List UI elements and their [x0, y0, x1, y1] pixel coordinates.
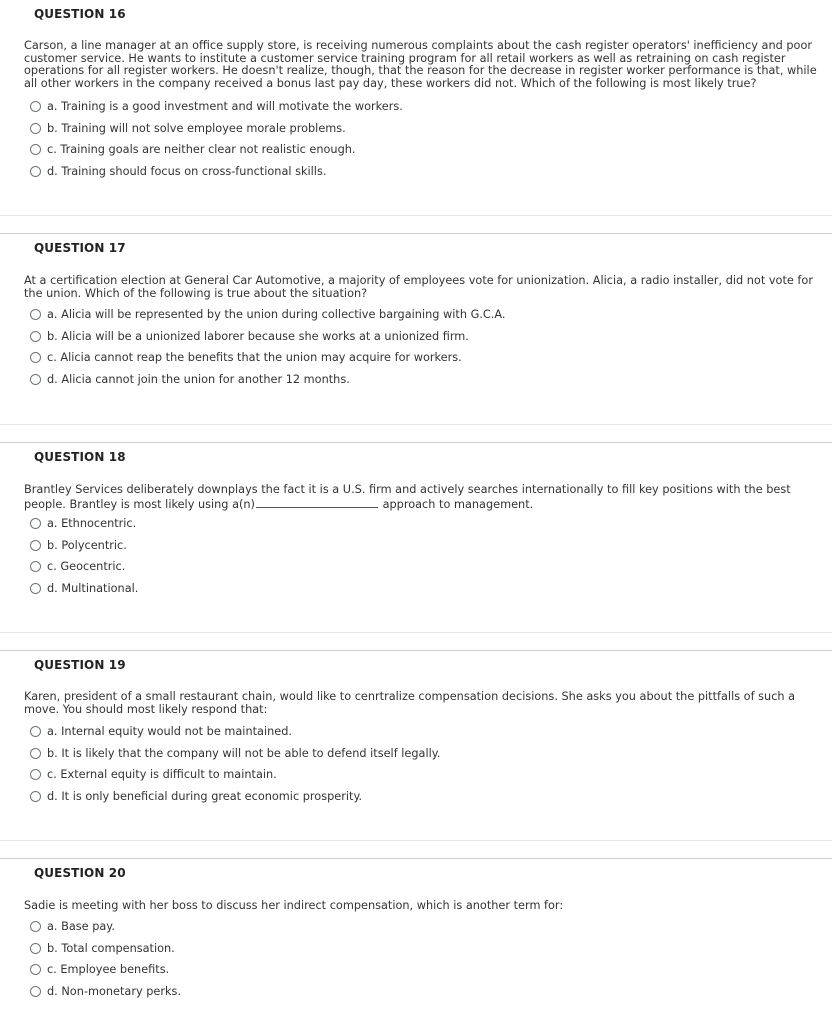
- answer-option-a[interactable]: [30, 723, 292, 739]
- answer-label: c. Alicia cannot reap the benefits that the union may acquire for workers.: [47, 350, 462, 364]
- answer-label: d. It is only beneficial during great economic prosperity.: [47, 789, 363, 803]
- radio-button[interactable]: [30, 540, 41, 551]
- divider: [0, 442, 832, 443]
- answer-option-c[interactable]: [30, 766, 277, 782]
- answer-option-b[interactable]: [30, 940, 175, 956]
- answer-option-b[interactable]: [30, 745, 440, 761]
- question-text: [24, 484, 819, 511]
- divider: [0, 858, 832, 859]
- radio-button[interactable]: [30, 123, 41, 134]
- radio-button[interactable]: [30, 748, 41, 759]
- question-text: Karen, president of a small restaurant chain, would like to cenrtralize compensation decisions. She asks you about the pittfalls of such a move. You should most likely respond that:: [24, 690, 796, 716]
- radio-button[interactable]: [30, 583, 41, 594]
- radio-button[interactable]: [30, 726, 41, 737]
- question-header: QUESTION 19: [34, 658, 126, 672]
- answer-label: d. Multinational.: [47, 581, 139, 595]
- answer-label: d. Alicia cannot join the union for another 12 months.: [47, 372, 350, 386]
- answer-label: b. It is likely that the company will not be able to defend itself legally.: [47, 746, 441, 760]
- answer-label: b. Polycentric.: [47, 538, 127, 552]
- radio-button[interactable]: [30, 374, 41, 385]
- divider: [0, 632, 832, 633]
- question-header: QUESTION 16: [34, 7, 126, 21]
- question-text: Sadie is meeting with her boss to discuss her indirect compensation, which is another term for:: [24, 899, 564, 912]
- question-header: QUESTION 18: [34, 450, 126, 464]
- answer-option-d[interactable]: [30, 371, 350, 387]
- answer-label: a. Training is a good investment and will motivate the workers.: [47, 99, 403, 113]
- answer-label: a. Base pay.: [47, 919, 115, 933]
- answer-option-d[interactable]: [30, 580, 138, 596]
- answer-option-a[interactable]: [30, 918, 115, 934]
- answer-option-d[interactable]: [30, 163, 326, 179]
- radio-button[interactable]: [30, 561, 41, 572]
- answer-label: c. Geocentric.: [47, 559, 126, 573]
- answer-option-d[interactable]: [30, 983, 181, 999]
- radio-button[interactable]: [30, 166, 41, 177]
- radio-button[interactable]: [30, 964, 41, 975]
- answer-option-a[interactable]: [30, 515, 136, 531]
- answer-label: d. Non-monetary perks.: [47, 984, 182, 998]
- radio-button[interactable]: [30, 518, 41, 529]
- radio-button[interactable]: [30, 791, 41, 802]
- question-header: QUESTION 17: [34, 241, 126, 255]
- answer-label: a. Internal equity would not be maintained.: [47, 724, 292, 738]
- question-header: QUESTION 20: [34, 866, 126, 880]
- answer-label: b. Training will not solve employee morale problems.: [47, 121, 346, 135]
- question-text: Carson, a line manager at an office supply store, is receiving numerous complaints about the cash register operators' inefficiency and poor customer service. He wants to institute a customer service training program for all retail workers as well as retraining on cash register operations for all register workers. He doesn't realize, though, that the reason for the decrease in register worker performance is that, while all other workers in the company received a bonus last pay day, these workers did not. Which of the following is most likely true?: [24, 39, 817, 90]
- radio-button[interactable]: [30, 352, 41, 363]
- answer-label: c. External equity is difficult to maintain.: [47, 767, 277, 781]
- answer-label: b. Alicia will be a unionized laborer because she works at a unionized firm.: [47, 329, 469, 343]
- answer-option-c[interactable]: [30, 558, 125, 574]
- answer-option-c[interactable]: [30, 141, 356, 157]
- answer-option-b[interactable]: [30, 120, 346, 136]
- radio-button[interactable]: [30, 769, 41, 780]
- divider: [0, 424, 832, 425]
- answer-label: d. Training should focus on cross-functional skills.: [47, 164, 327, 178]
- question-text: At a certification election at General Car Automotive, a majority of employees vote for unionization. Alicia, a radio installer, did not vote for the union. Which of the following is true about the situation?: [24, 274, 813, 300]
- radio-button[interactable]: [30, 144, 41, 155]
- radio-button[interactable]: [30, 921, 41, 932]
- question-text-before-blank: Brantley Services deliberately downplays the fact it is a U.S. firm and actively searches internationally to fill key positions with the best people. Brantley is most likely using a(n): [24, 483, 791, 511]
- answer-option-a[interactable]: [30, 98, 403, 114]
- radio-button[interactable]: [30, 986, 41, 997]
- divider: [0, 215, 832, 216]
- divider: [0, 650, 832, 651]
- answer-label: c. Training goals are neither clear not realistic enough.: [47, 142, 356, 156]
- radio-button[interactable]: [30, 309, 41, 320]
- answer-option-b[interactable]: [30, 328, 469, 344]
- answer-option-c[interactable]: [30, 349, 462, 365]
- radio-button[interactable]: [30, 331, 41, 342]
- divider: [0, 233, 832, 234]
- question-text-after-blank: approach to management.: [382, 497, 534, 511]
- fill-in-blank: [256, 497, 378, 508]
- answer-option-d[interactable]: [30, 788, 362, 804]
- divider: [0, 840, 832, 841]
- answer-option-c[interactable]: [30, 961, 169, 977]
- radio-button[interactable]: [30, 101, 41, 112]
- answer-option-a[interactable]: [30, 306, 506, 322]
- answer-option-b[interactable]: [30, 537, 127, 553]
- answer-label: b. Total compensation.: [47, 941, 175, 955]
- answer-label: c. Employee benefits.: [47, 962, 170, 976]
- answer-label: a. Alicia will be represented by the union during collective bargaining with G.C.A.: [47, 307, 506, 321]
- radio-button[interactable]: [30, 943, 41, 954]
- answer-label: a. Ethnocentric.: [47, 516, 137, 530]
